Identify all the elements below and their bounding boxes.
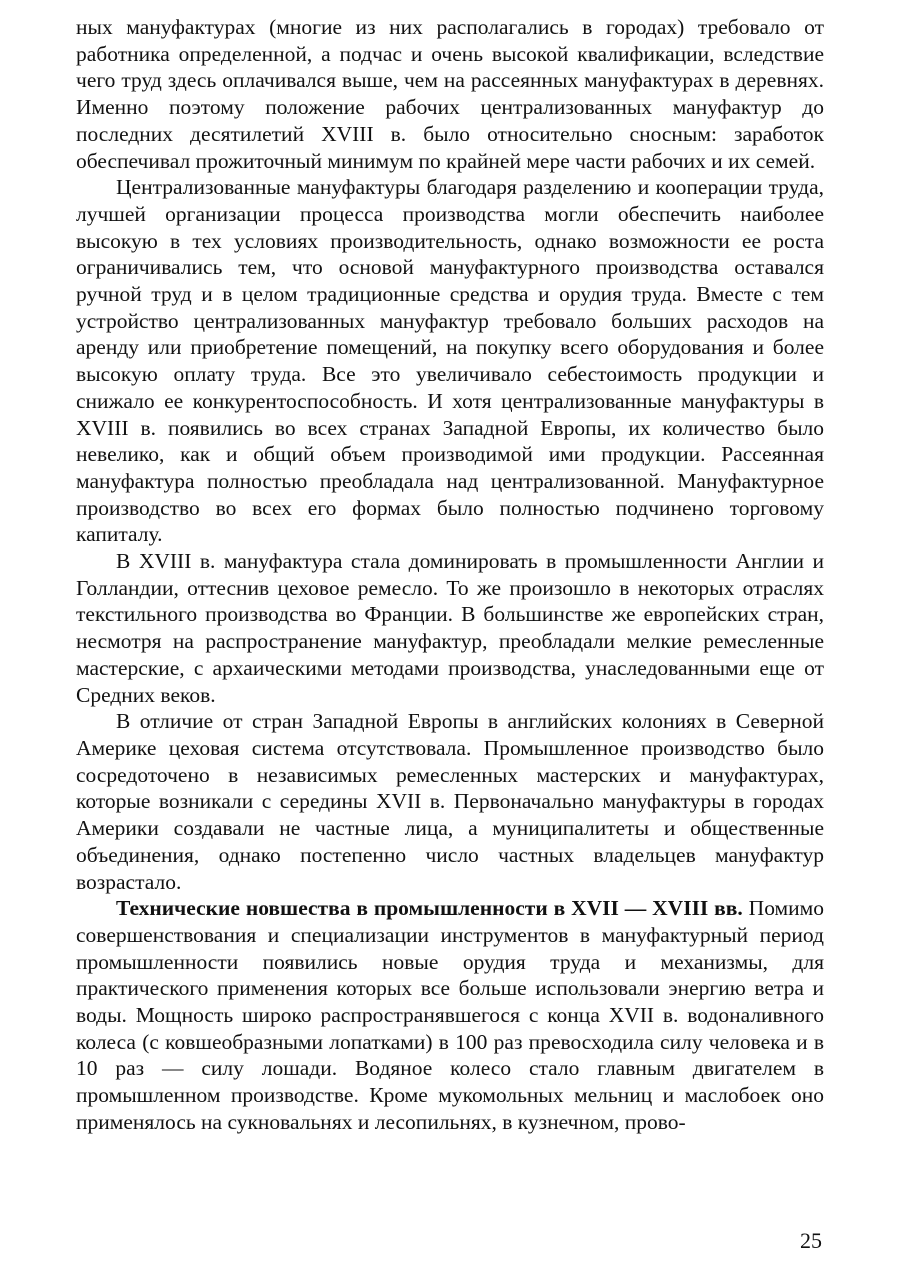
paragraph-1: ных мануфактурах (многие из них располагались в городах) требовало от работника определенной, а подчас и очень высокой квалификации, вследствие чего труд здесь оплачивался выше, чем на рассеянных мануфактурах в деревнях. Именно поэтому положение рабочих централизованных мануфактур до последних десятилетий XVIII в. было относительно сносным: заработок обеспечивал прожиточный минимум по крайней мере части рабочих и их семей.: [76, 15, 824, 173]
book-page: [76, 14, 824, 1136]
paragraph-2: Централизованные мануфактуры благодаря разделению и кооперации труда, лучшей организации процесса производства могли обеспечить наиболее высокую в тех условиях производительность, однако возможности ее роста ограничивались тем, что основой мануфактурного производства оставался ручной труд и в целом традиционные средства и орудия труда. Вместе с тем устройство централизованных мануфактур требовало больших расходов на аренду или приобретение помещений, на покупку всего оборудования и более высокую оплату труда. Все это увеличивало себестоимость продукции и снижало ее конкурентоспособность. И хотя централизованные мануфактуры в XVIII в. появились во всех странах Западной Европы, их количество было невелико, как и общий объем производимой ими продукции. Рассеянная мануфактура полностью преобладала над централизованной. Мануфактурное производство во всех его формах было полностью подчинено торговому капиталу.: [76, 175, 824, 547]
paragraph-4: В отличие от стран Западной Европы в английских колониях в Северной Америке цеховая система отсутствовала. Промышленное производство было сосредоточено в независимых ремесленных мастерских и мануфактурах, которые возникали с середины XVII в. Первоначально мануфактуры в городах Америки создавали не частные лица, а муниципалитеты и общественные объединения, однако постепенно число частных владельцев мануфактур возрастало.: [76, 709, 824, 894]
section-paragraph: [76, 895, 824, 1135]
paragraph-3: В XVIII в. мануфактура стала доминировать в промышленности Англии и Голландии, оттеснив цеховое ремесло. То же произошло в некоторых отраслях текстильного производства во Франции. В большинстве же европейских стран, несмотря на распространение мануфактур, преобладали мелкие ремесленные мастерские, с архаическими методами производства, унаследованными еще от Средних веков.: [76, 549, 824, 707]
page-number: 25: [800, 1228, 822, 1253]
section-heading: Технические новшества в промышленности в XVII — XVIII вв.: [116, 896, 743, 921]
section-text: Помимо совершенствования и специализации инструментов в мануфактурный период промышленности появились новые орудия труда и механизмы, для практического применения которых все больше использовали энергию ветра и воды. Мощность широко распространявшегося с конца XVII в. водоналивного колеса (с ковшеобразными лопатками) в 100 раз превосходила силу человека и в 10 раз — силу лошади. Водяное колесо стало главным двигателем в промышленном производстве. Кроме мукомольных мельниц и маслобоек оно применялось на сукновальнях и лесопильнях, в кузнечном, прово-: [76, 896, 825, 1134]
